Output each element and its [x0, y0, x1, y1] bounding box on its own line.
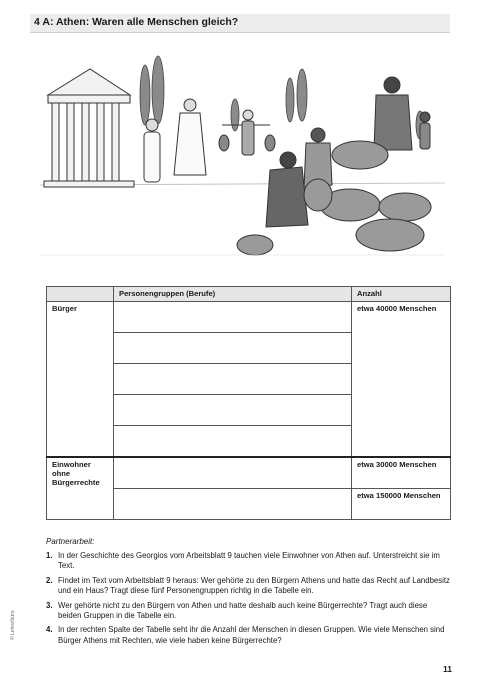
list-item [46, 625, 450, 646]
table-row [47, 302, 451, 333]
table-row [47, 457, 451, 489]
citizens-entry-3[interactable] [114, 364, 352, 395]
worksheet-header [30, 14, 450, 33]
residents-count-2: etwa 150000 Menschen [352, 489, 451, 520]
residents-entry-2[interactable] [114, 489, 352, 520]
groups-table [46, 286, 451, 520]
athens-illustration [40, 55, 445, 265]
task-number: 2. [46, 575, 53, 585]
group-residents: Einwohner ohne Bürgerrechte [47, 457, 114, 520]
residents-count-1: etwa 30000 Menschen [352, 457, 451, 489]
group-citizens: Bürger [47, 302, 114, 458]
citizens-entry-5[interactable] [114, 426, 352, 458]
partner-work-label: Partnerarbeit: [46, 537, 95, 546]
task-list [46, 551, 450, 650]
residents-entry-1[interactable] [114, 457, 352, 489]
citizens-entry-1[interactable] [114, 302, 352, 333]
task-text: In der rechten Spalte der Tabelle seht ihr die Anzahl der Menschen in diesen Gruppen. Wie viele Menschen sind Bürger Athens mit Rechten, wie viele haben keine Bürgerrechte? [58, 625, 445, 645]
table-header-groups: Personengruppen (Berufe) [114, 287, 352, 302]
list-item [46, 576, 450, 597]
page-title: 4 A: Athen: Waren alle Menschen gleich? [34, 16, 239, 28]
list-item [46, 551, 450, 572]
task-text: Findet im Text vom Arbeitsblatt 9 heraus: Wer gehörte zu den Bürgern Athens und hatte das Recht auf Landbesitz und ein Haus? Tragt diese fünf Personengruppen richtig in die Tabelle ein. [58, 575, 450, 596]
task-number: 3. [46, 600, 53, 610]
task-text: Wer gehörte nicht zu den Bürgern von Athen und hatte deshalb auch keine Bürgerrechte? Tragt auch diese beiden Gruppen in die Tabelle ein. [58, 600, 428, 621]
citizens-entry-2[interactable] [114, 333, 352, 364]
water-carrier [219, 110, 275, 155]
table-header-empty [47, 287, 114, 302]
page-number: 11 [443, 664, 452, 674]
copyright-note: © Lehrerbüro [10, 610, 16, 640]
temple [44, 69, 134, 187]
list-item [46, 601, 450, 622]
task-text: In der Geschichte des Georgios vom Arbeitsblatt 9 tauchen viele Einwohner von Athen auf. Unterstreicht sie im Text. [58, 551, 440, 571]
task-number: 4. [46, 625, 53, 635]
table-header-count: Anzahl [352, 287, 451, 302]
baskets [237, 141, 431, 255]
citizens-entry-4[interactable] [114, 395, 352, 426]
task-number: 1. [46, 551, 53, 560]
citizens-count: etwa 40000 Menschen [352, 302, 451, 458]
